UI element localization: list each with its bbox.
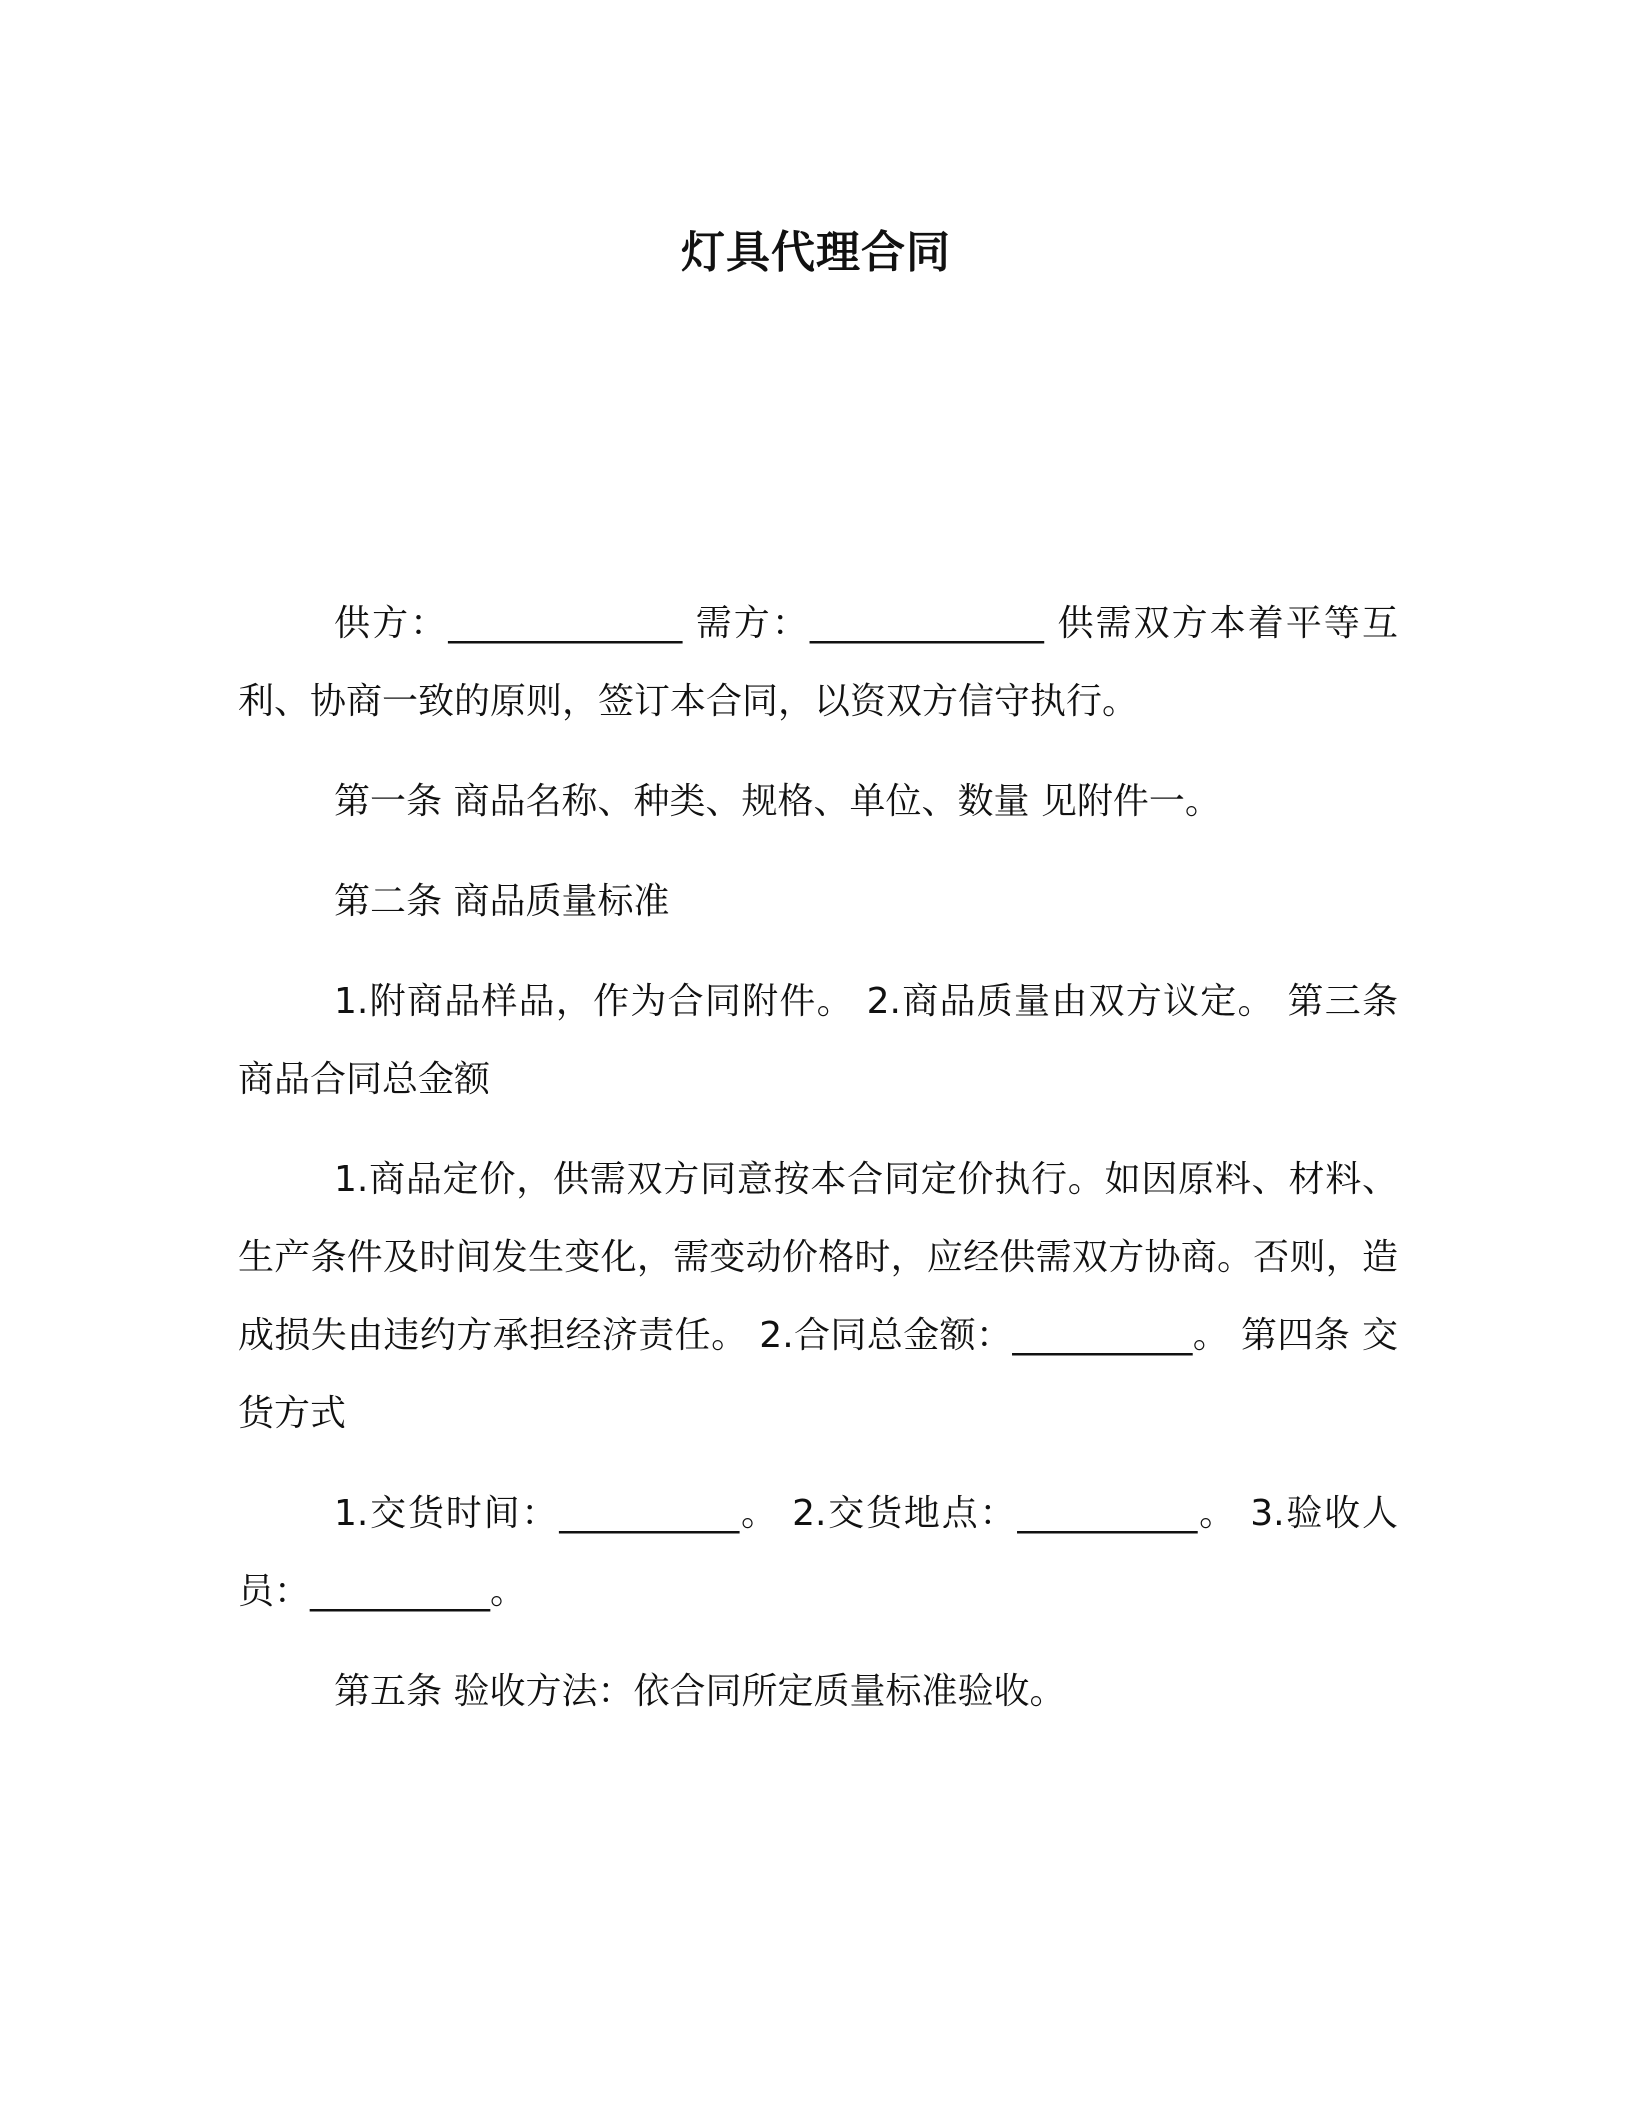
paragraph-article-4-items: 1.交货时间：__________。 2.交货地点：__________。 3.验收人员：__________。 [238,1493,1398,1612]
paragraph-article-3-items: 1.商品定价，供需双方同意按本合同定价执行。如因原料、材料、生产条件及时间发生变化，需变动价格时，应经供需双方协商。否则，造成损失由违约方承担经济责任。 2.合同总金额：__________。 第四条 交货方式 [238,1159,1398,1434]
paragraph-article-2-items: 1.附商品样品，作为合同附件。 2.商品质量由双方议定。 第三条 商品合同总金额 [238,981,1398,1100]
paragraph-article-5: 第五条 验收方法：依合同所定质量标准验收。 [334,1671,1066,1712]
document-title: 灯具代理合同 [681,227,951,278]
paragraph-article-2: 第二条 商品质量标准 [334,881,670,922]
paragraph-parties: 供方：_____________ 需方：_____________ 供需双方本着平等互利、协商一致的原则，签订本合同，以资双方信守执行。 [238,603,1398,722]
document-body [238,585,1398,1731]
paragraph-article-1: 第一条 商品名称、种类、规格、单位、数量 见附件一。 [334,781,1221,822]
